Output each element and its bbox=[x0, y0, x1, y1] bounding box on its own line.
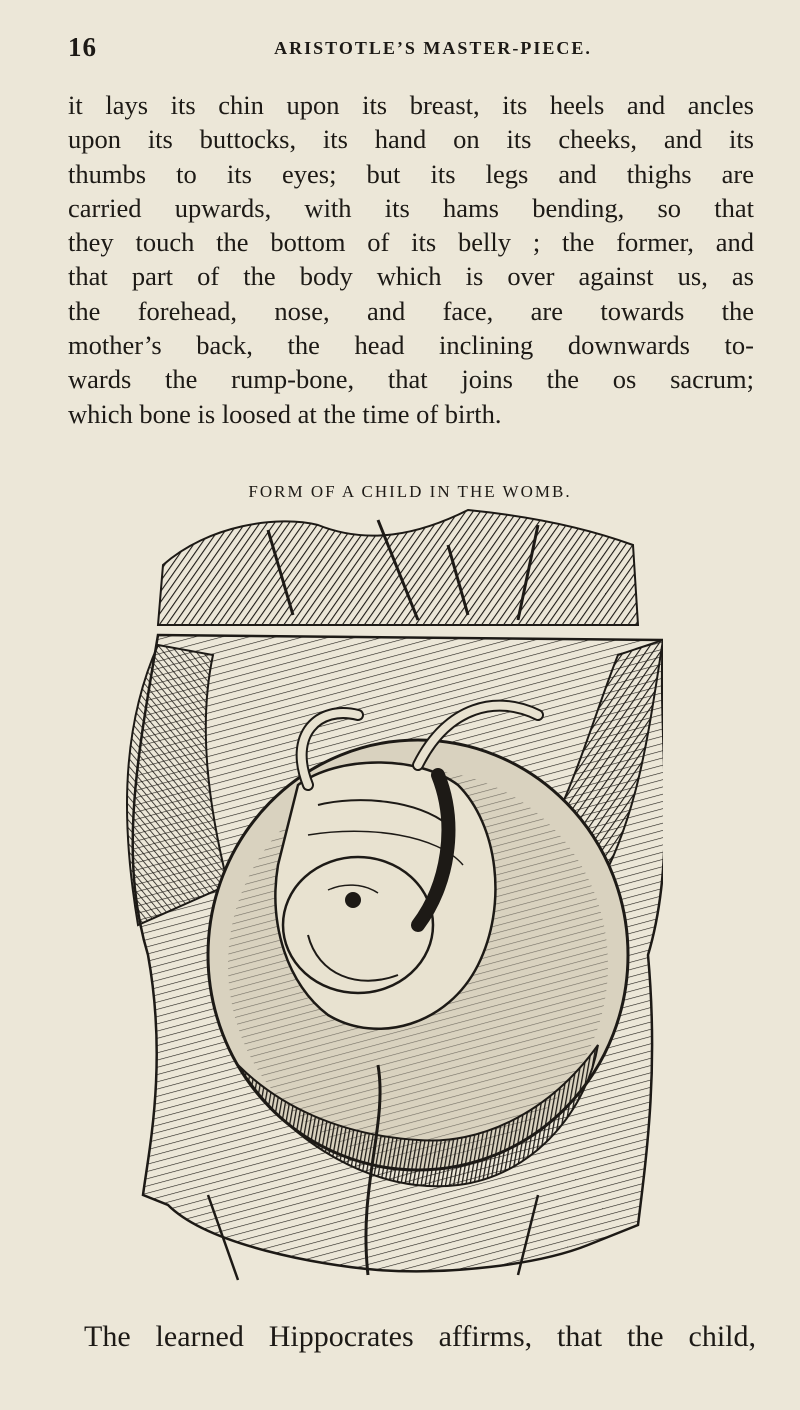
text-line: wards the rump-bone, that joins the os sacrum; bbox=[68, 364, 754, 395]
womb-illustration bbox=[118, 505, 663, 1285]
text-line: which bone is loosed at the time of birth. bbox=[68, 398, 502, 429]
text-line: upon its buttocks, its hand on its cheeks, and its bbox=[68, 124, 754, 155]
figure-caption: FORM OF A CHILD IN THE WOMB. bbox=[248, 482, 572, 501]
text-line: it lays its chin upon its breast, its heels and ancles bbox=[68, 90, 754, 120]
paragraph bbox=[68, 88, 754, 431]
text-line: thumbs to its eyes; but its legs and thighs are bbox=[68, 158, 754, 189]
text-line: carried upwards, with its hams bending, so that bbox=[68, 192, 754, 223]
page-number: 16 bbox=[68, 32, 97, 62]
text-line: they touch the bottom of its belly ; the former, and bbox=[68, 227, 754, 258]
page-header bbox=[68, 32, 748, 72]
text-line: mother’s back, the head inclining downwards to- bbox=[68, 330, 754, 361]
fetus-head bbox=[283, 857, 433, 993]
text-line: the forehead, nose, and face, are towards the bbox=[68, 295, 754, 326]
text-line: that part of the body which is over against us, as bbox=[68, 261, 754, 292]
continuation-line: The learned Hippocrates affirms, that the child, bbox=[84, 1320, 756, 1353]
running-title: ARISTOTLE’S MASTER-PIECE. bbox=[274, 38, 592, 58]
